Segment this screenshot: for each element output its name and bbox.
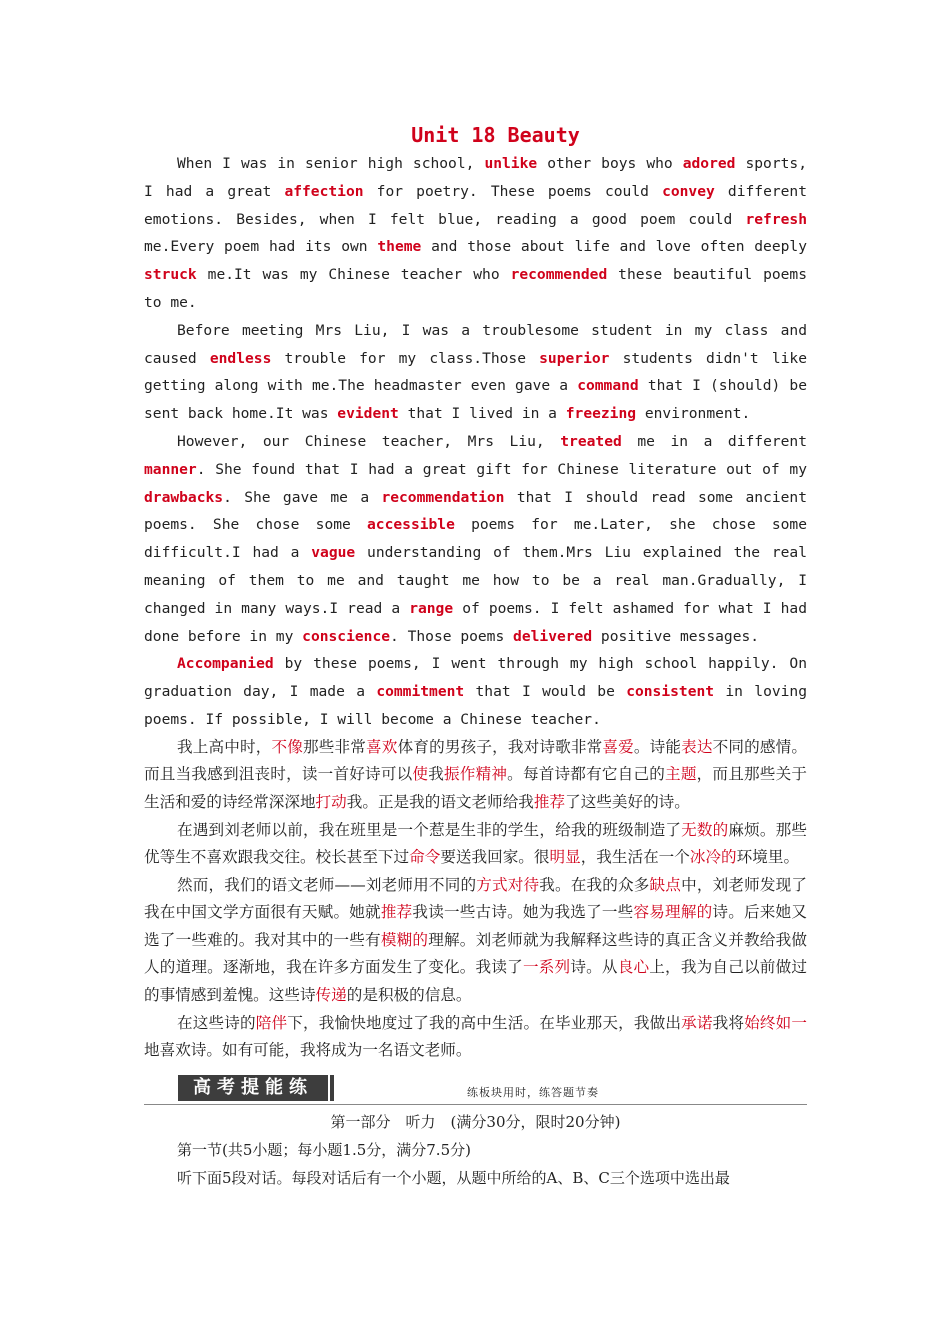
vocab-highlight: 陪伴	[255, 1013, 288, 1032]
text-run: these beautiful poems to me.	[144, 266, 808, 311]
vocab-highlight: 无数的	[681, 820, 729, 839]
text-run: for poetry. These poems could	[363, 182, 663, 200]
vocab-highlight: 推荐	[533, 792, 566, 811]
vocab-highlight: treated	[560, 432, 622, 450]
vocab-highlight: 冰冷的	[689, 848, 737, 867]
listening-instruction: 听下面5段对话。每段对话后有一个小题，从题中所给的A、B、C三个选项中选出最	[177, 1168, 730, 1187]
vocab-highlight: 不像	[271, 737, 304, 756]
vocab-highlight: 主题	[665, 765, 697, 784]
vocab-highlight: convey	[662, 182, 715, 200]
chinese-paragraph	[144, 734, 807, 817]
english-paragraph	[144, 150, 807, 317]
text-run: 。诗能	[633, 737, 682, 756]
text-run: 下，我愉快地度过了我的高中生活。在毕业那天，我做出	[287, 1013, 682, 1032]
vocab-highlight: 容易理解的	[633, 903, 713, 922]
text-run: poems for me.Later, she chose some difficult.I had a	[144, 516, 807, 562]
vocab-highlight: drawbacks	[144, 488, 224, 506]
text-run: that I (should) be sent back home.It was	[144, 377, 807, 423]
text-run: 诗。后来她又选了一些难的。我对其中的一些有	[144, 903, 807, 949]
vocab-highlight: struck	[144, 266, 197, 284]
document-page	[144, 120, 807, 1192]
vocab-highlight: 表达	[681, 737, 713, 756]
text-run: ，而且那些关于生活和爱的诗经常深深地	[144, 765, 807, 811]
unit-title: Unit 18 Beauty	[411, 123, 580, 147]
part-heading: 第一部分 听力 (满分30分，限时20分钟)	[330, 1112, 621, 1131]
text-run: 在遇到刘老师以前，我在班里是一个惹是生非的学生，给我的班级制造了	[177, 820, 682, 839]
vocab-highlight: delivered	[513, 627, 593, 645]
vocab-highlight: 命令	[409, 848, 441, 867]
vocab-highlight: accessible	[367, 516, 455, 534]
text-run: 理解。刘老师就为我解释这些诗的真正含义并教给我做人的道理。逐渐地，我在许多方面发生了变化。我读了	[144, 930, 807, 977]
vocab-highlight: 打动	[315, 792, 347, 811]
vocab-highlight: Accompanied	[177, 655, 274, 673]
english-paragraph	[144, 428, 807, 650]
vocab-highlight: conscience	[302, 627, 391, 645]
text-run: trouble for my class.Those	[271, 349, 540, 367]
vocab-highlight: 振作精神	[444, 765, 508, 784]
english-paragraph	[144, 650, 807, 733]
text-run: me.It was my Chinese teacher who	[196, 266, 511, 284]
text-run: other boys who	[537, 155, 683, 172]
text-run: 体育的男孩子，我对诗歌非常	[397, 737, 603, 756]
vocab-highlight: command	[577, 377, 639, 395]
vocab-highlight: recommended	[510, 266, 608, 284]
text-run: 的是积极的信息。	[346, 986, 472, 1005]
vocab-highlight: commitment	[376, 683, 465, 701]
vocab-highlight: theme	[377, 238, 422, 256]
vocab-highlight: 喜欢	[366, 737, 398, 756]
vocab-highlight: recommendation	[381, 488, 505, 506]
text-run: 不同的感情。而且当我感到沮丧时，读一首好诗可以	[144, 737, 807, 784]
text-run: 我上高中时，	[177, 737, 272, 756]
vocab-highlight: adored	[682, 155, 736, 172]
vocab-highlight: unlike	[484, 155, 538, 172]
vocab-highlight: 推荐	[380, 903, 413, 922]
text-run: Before meeting Mrs Liu, I was a troublesome student in my class and caused	[144, 321, 807, 367]
text-run: that I would be	[464, 683, 627, 701]
text-run: 。每首诗都有它自己的	[507, 765, 666, 784]
exam-practice-badge: 高考提能练	[178, 1075, 328, 1101]
vocab-highlight: evident	[337, 405, 399, 423]
vocab-highlight: 明显	[549, 848, 581, 867]
vocab-highlight: 方式对待	[476, 875, 540, 894]
vocab-highlight: 喜爱	[602, 737, 634, 756]
text-run: 地喜欢诗。如有可能，我将成为一名语文老师。	[144, 1041, 472, 1060]
text-run: 我。正是我的语文老师给我	[346, 792, 534, 811]
chinese-paragraph	[144, 1010, 807, 1065]
vocab-highlight: 使	[412, 765, 429, 784]
english-paragraph	[144, 317, 807, 428]
text-run: However, our Chinese teacher, Mrs Liu,	[177, 432, 561, 450]
vocab-highlight: superior	[539, 349, 610, 367]
text-run: 我读一些古诗。她为我选了一些	[412, 903, 634, 922]
text-run: students didn't like getting along with me.The headmaster even gave a	[144, 349, 807, 395]
vocab-highlight: 缺点	[649, 875, 682, 894]
badge-divider	[330, 1075, 334, 1101]
text-run: positive messages.	[592, 627, 760, 645]
chinese-translation	[144, 734, 807, 1065]
text-run: ，我生活在一个	[580, 848, 690, 867]
text-run: 要送我回家。很	[440, 848, 550, 867]
text-run: 我。在我的众多	[539, 875, 650, 894]
vocab-highlight: 传递	[315, 986, 347, 1005]
vocab-highlight: 始终如一	[744, 1013, 807, 1032]
vocab-highlight: 模糊的	[380, 930, 429, 949]
text-run: . Those poems	[390, 627, 514, 645]
chinese-paragraph	[144, 872, 807, 1010]
vocab-highlight: freezing	[565, 405, 637, 423]
text-run: 我将	[712, 1013, 745, 1032]
text-run: and those about life and love often deeply	[421, 238, 807, 256]
text-run: 那些非常	[303, 737, 367, 756]
vocab-highlight: affection	[284, 182, 364, 200]
vocab-highlight: range	[409, 599, 454, 617]
text-run: 了这些美好的诗。	[565, 792, 690, 811]
text-run: 我	[428, 765, 444, 784]
section-banner	[144, 1074, 807, 1105]
text-run: that I should read some ancient poems. She chose some	[144, 488, 807, 534]
text-run: When I was in senior high school,	[177, 155, 485, 172]
text-run: sports, I had a great	[144, 155, 807, 200]
chinese-paragraph	[144, 817, 807, 872]
english-passage	[144, 150, 807, 734]
text-run: by these poems, I went through my high school happily. On graduation day, I made a	[144, 655, 807, 701]
vocab-highlight: 一系列	[522, 958, 571, 977]
text-run: that I lived in a	[398, 405, 566, 423]
vocab-highlight: endless	[209, 349, 272, 367]
vocab-highlight: 良心	[617, 958, 650, 977]
vocab-highlight: refresh	[745, 210, 807, 228]
vocab-highlight: manner	[144, 460, 197, 478]
text-run: 麻烦。那些优等生不喜欢跟我交往。校长甚至下过	[144, 820, 807, 867]
text-run: 然而，我们的语文老师——刘老师用不同的	[177, 875, 477, 894]
vocab-highlight: consistent	[626, 683, 715, 701]
banner-slogan: 练板块用时，练答题节奏	[467, 1085, 599, 1099]
text-run: . She gave me a	[223, 488, 382, 506]
text-run: 上，我为自己以前做过的事情感到羞愧。这些诗	[144, 958, 807, 1005]
text-run: environment.	[636, 405, 751, 423]
text-run: 环境里。	[736, 848, 800, 867]
text-run: different emotions. Besides, when I felt blue, reading a good poem could	[144, 182, 808, 228]
text-run: 中，刘老师发现了我在中国文学方面很有天赋。她就	[144, 875, 807, 922]
text-run: 诗。从	[570, 958, 618, 977]
subsection-heading: 第一节(共5小题；每小题1.5分，满分7.5分)	[177, 1140, 471, 1159]
text-run: . She found that I had a great gift for Chinese literature out of my	[196, 460, 807, 478]
vocab-highlight: 承诺	[681, 1013, 713, 1032]
text-run: me.Every poem had its own	[144, 238, 378, 256]
text-run: me in a different	[621, 432, 807, 450]
text-run: 在这些诗的	[177, 1013, 256, 1032]
text-run: understanding of them.Mrs Liu explained the real meaning of them to me and taught me how to be a real man.Gradually, I changed in many ways.I read a	[144, 544, 807, 617]
text-run: of poems. I felt ashamed for what I had done before in my	[144, 599, 807, 645]
text-run: in loving poems. If possible, I will become a Chinese teacher.	[144, 683, 807, 728]
vocab-highlight: vague	[311, 544, 356, 562]
